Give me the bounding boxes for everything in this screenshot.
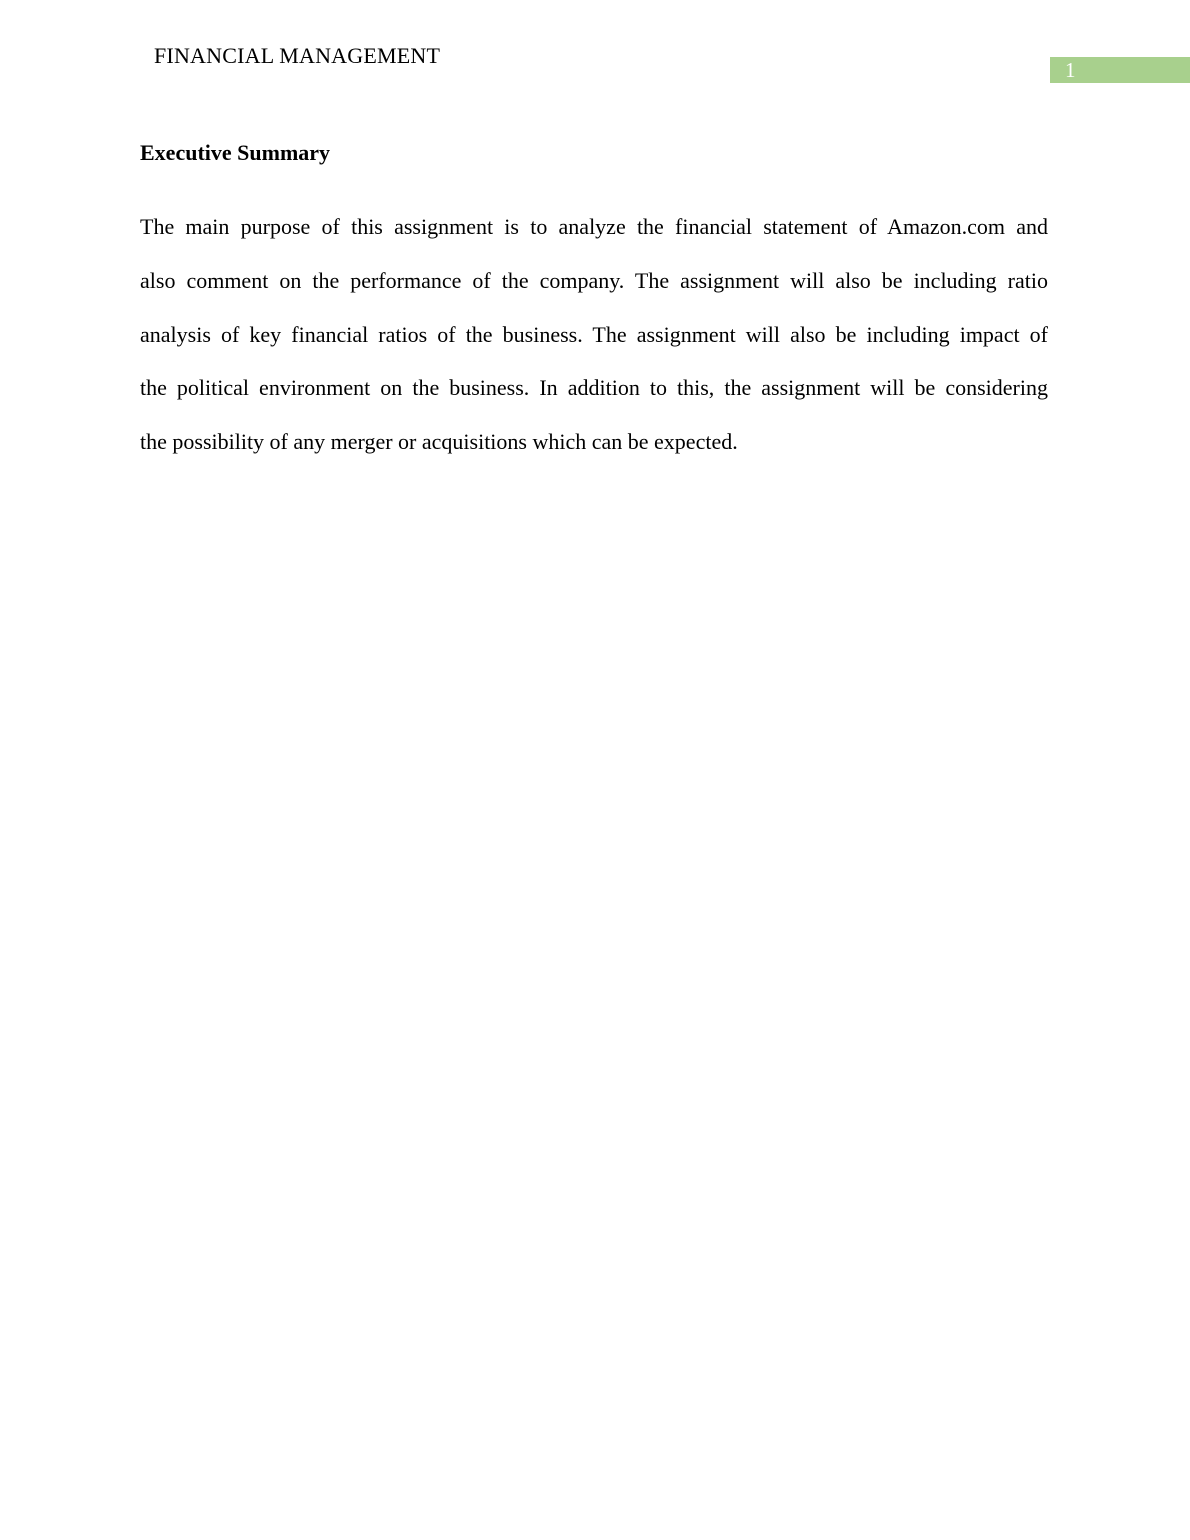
page-number: 1: [1050, 57, 1190, 83]
summary-paragraph: [140, 212, 1048, 481]
paragraph-line: The main purpose of this assignment is to analyze the financial statement of Amazon.com and: [140, 214, 1048, 239]
paragraph-line: the political environment on the business. In addition to this, the assignment will be considering: [140, 375, 1048, 401]
paragraph-line: the possibility of any merger or acquisitions which can be expected.: [140, 429, 738, 455]
running-header: FINANCIAL MANAGEMENT: [154, 43, 441, 68]
paragraph-line: also comment on the performance of the company. The assignment will also be including ratio: [140, 267, 1048, 293]
paragraph-line: analysis of key financial ratios of the business. The assignment will also be including impact of: [140, 321, 1048, 347]
section-heading: Executive Summary: [140, 140, 331, 165]
